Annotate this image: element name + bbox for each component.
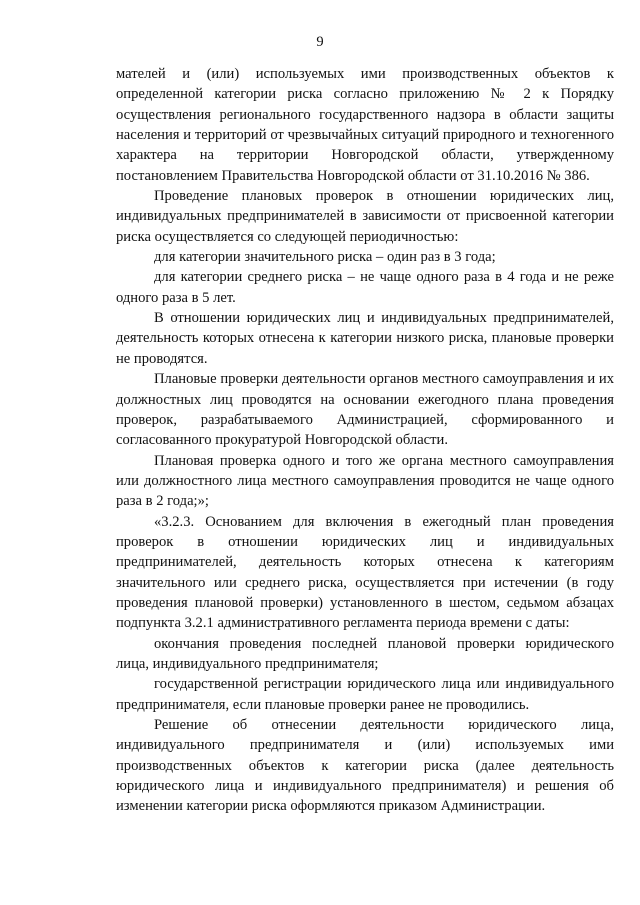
paragraph-state-registration: государственной регистрации юридического лица или индивидуального предпринимателя, если плановые проверки ранее не проводились. <box>116 676 614 713</box>
paragraph-continuation: мателей и (или) используемых ими производственных объектов к определенной категории риска согласно приложению № 2 к Порядку осуществления регионального государственного надзора в области защиты населения и территорий от чрезвычайных ситуаций природного и техногенного характера на территории Новгородской области, утвержденному постановлением Правительства Новгородской области от 31.10.2016 № 386. <box>116 66 614 184</box>
paragraph-low-risk: В отношении юридических лиц и индивидуальных предпринимателей, деятельность которых отнесена к категории низкого риска, плановые проверки не проводятся. <box>116 310 614 367</box>
paragraph-local-government-inspections: Плановые проверки деятельности органов местного самоуправления и их должностных лиц проводятся на основании ежегодного плана проведения проверок, разрабатываемого Администрацией, сформированного и согласованного прокуратурой Новгородской области. <box>116 371 614 449</box>
page-number: 9 <box>316 34 324 50</box>
document-body <box>116 64 614 817</box>
paragraph-significant-risk: для категории значительного риска – один раз в 3 года; <box>154 249 496 266</box>
paragraph-medium-risk: для категории среднего риска – не чаще одного раза в 4 года и не реже одного раза в 5 лет. <box>116 269 614 306</box>
paragraph-last-inspection: окончания проведения последней плановой проверки юридического лица, индивидуального предпринимателя; <box>116 635 614 672</box>
paragraph-risk-decision: Решение об отнесении деятельности юридического лица, индивидуального предпринимателя и (или) используемых ими производственных объектов к категории риска (далее деятельность юридического лица и индивидуального предпринимателя) и решения об изменении категории риска оформляются приказом Администрации. <box>116 717 614 815</box>
paragraph-section-3-2-3: «3.2.3. Основанием для включения в ежегодный план проведения проверок в отношении юридических лиц и индивидуальных предпринимателей, деятельность которых отнесена к категориям значительного или среднего риска, осуществляется при истечении (в году проведения плановой проверки) установленного в шестом, седьмом абзацах подпункта 3.2.1 административного регламента периода времени с даты: <box>116 513 614 632</box>
paragraph-inspection-frequency: Плановая проверка одного и того же органа местного самоуправления или должностного лица местного самоуправления проводится не чаще одного раза в 2 года;»; <box>116 452 614 510</box>
paragraph-inspection-periodicity: Проведение плановых проверок в отношении юридических лиц, индивидуальных предпринимателей в зависимости от присвоенной категории риска осуществляется со следующей периодичностью: <box>116 188 614 245</box>
